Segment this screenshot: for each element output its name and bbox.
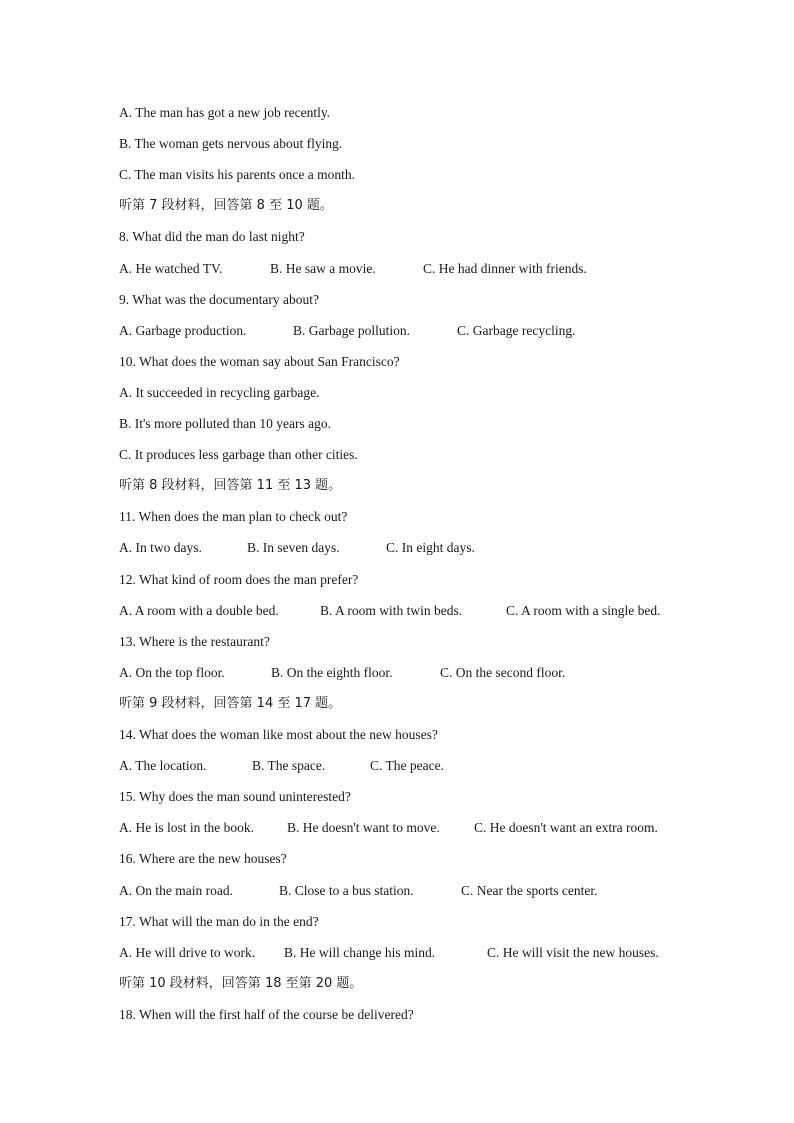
answer-option: A. In two days. <box>119 540 202 556</box>
answer-option: C. He doesn't want an extra room. <box>474 820 658 836</box>
question-line: 13. Where is the restaurant? <box>119 633 270 649</box>
question-line: 18. When will the first half of the course be delivered? <box>119 1006 414 1022</box>
answer-option: C. He will visit the new houses. <box>487 944 659 960</box>
question-line: C. It produces less garbage than other cities. <box>119 447 358 463</box>
answer-option: A. He will drive to work. <box>119 944 256 960</box>
answer-option: A. Garbage production. <box>119 322 247 338</box>
answer-option: C. The peace. <box>370 758 444 774</box>
answer-option: B. In seven days. <box>247 540 340 556</box>
section-heading: 听第 9 段材料，回答第 14 至 17 题。 <box>119 695 342 711</box>
question-line: 17. What will the man do in the end? <box>119 913 319 929</box>
answer-option: C. Garbage recycling. <box>457 322 576 338</box>
question-line: 9. What was the documentary about? <box>119 291 319 307</box>
answer-option: B. Close to a bus station. <box>279 882 414 898</box>
answer-option: B. A room with twin beds. <box>320 602 463 618</box>
answer-option: C. A room with a single bed. <box>506 602 661 618</box>
question-line: C. The man visits his parents once a month. <box>119 167 355 183</box>
answer-option: B. Garbage pollution. <box>293 322 410 338</box>
question-line: 11. When does the man plan to check out? <box>119 509 348 525</box>
answer-option: B. He doesn't want to move. <box>287 820 440 836</box>
answer-option: C. Near the sports center. <box>461 882 598 898</box>
answer-option: C. On the second floor. <box>440 664 566 680</box>
answer-option: A. On the top floor. <box>119 664 225 680</box>
answer-option: A. On the main road. <box>119 882 233 898</box>
question-line: A. The man has got a new job recently. <box>119 105 331 120</box>
question-line: 16. Where are the new houses? <box>119 851 287 867</box>
answer-option: C. He had dinner with friends. <box>423 260 587 276</box>
answer-option: A. He watched TV. <box>119 260 223 276</box>
question-line: B. The woman gets nervous about flying. <box>119 136 343 152</box>
question-line: 12. What kind of room does the man prefer? <box>119 571 359 587</box>
question-line: B. It's more polluted than 10 years ago. <box>119 416 332 431</box>
answer-option: B. The space. <box>252 758 326 774</box>
answer-option: A. A room with a double bed. <box>119 602 279 618</box>
section-heading: 听第 8 段材料，回答第 11 至 13 题。 <box>119 478 342 494</box>
question-line: A. It succeeded in recycling garbage. <box>119 384 320 400</box>
section-heading: 听第 10 段材料，回答第 18 至第 20 题。 <box>119 975 363 991</box>
question-line: 14. What does the woman like most about the new houses? <box>119 727 438 742</box>
question-line: 8. What did the man do last night? <box>119 229 305 245</box>
answer-option: B. He will change his mind. <box>284 944 436 960</box>
answer-option: C. In eight days. <box>386 540 475 556</box>
answer-option: B. He saw a movie. <box>270 260 376 276</box>
answer-option: A. He is lost in the book. <box>119 820 254 836</box>
answer-option: A. The location. <box>119 758 207 774</box>
question-line: 15. Why does the man sound uninterested? <box>119 789 351 805</box>
answer-option: B. On the eighth floor. <box>271 664 393 680</box>
section-heading: 听第 7 段材料，回答第 8 至 10 题。 <box>119 198 333 214</box>
question-line: 10. What does the woman say about San Francisco? <box>119 353 400 369</box>
